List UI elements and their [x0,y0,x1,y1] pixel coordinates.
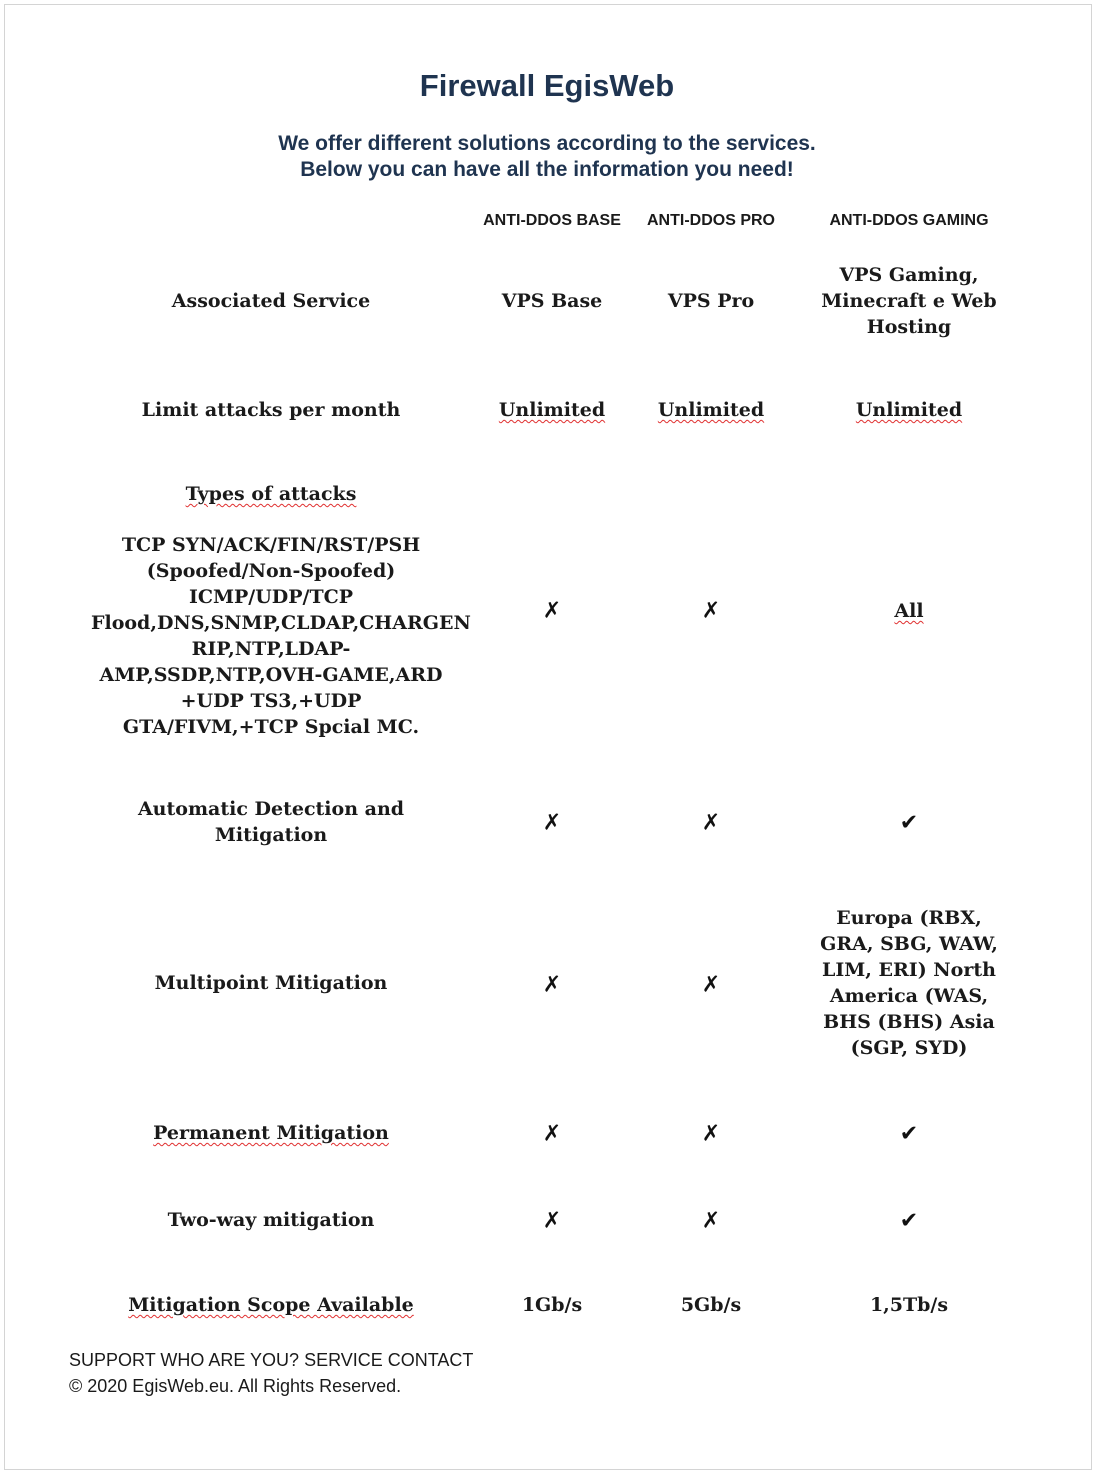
cross-icon: ✗ [542,1121,562,1147]
cross-icon: ✗ [701,972,721,998]
cross-icon: ✗ [701,810,721,836]
row-label-types-of-attacks: Types of attacks [185,483,357,505]
check-icon: ✔ [899,810,919,836]
check-icon: ✔ [899,1121,919,1147]
row-label-associated-service: Associated Service [171,290,371,312]
row-label-scope: Mitigation Scope Available [128,1294,414,1316]
row-label-auto-detection: Automatic Detection and Mitigation [137,798,405,846]
page-title: Firewall EgisWeb [419,68,675,103]
row-label-two-way: Two-way mitigation [167,1209,375,1231]
subtitle-line-1: We offer different solutions according to the services. [278,132,816,155]
cross-icon: ✗ [701,598,721,624]
column-header-pro: ANTI-DDOS PRO [647,212,775,229]
subtitle-line-2: Below you can have all the information you need! [300,158,794,181]
row-label-multipoint: Multipoint Mitigation [154,972,388,994]
cell-pro-scope: 5Gb/s [680,1294,742,1316]
footer-copyright: © 2020 EgisWeb.eu. All Rights Reserved. [69,1376,402,1396]
cross-icon: ✗ [542,1208,562,1234]
cell-pro-limit-attacks: Unlimited [657,399,765,421]
footer-links: SUPPORT WHO ARE YOU? SERVICE CONTACT [69,1350,474,1370]
cell-base-associated-service: VPS Base [501,290,603,312]
row-label-limit-attacks [91,397,451,423]
cell-gaming-limit-attacks: Unlimited [855,399,963,421]
cross-icon: ✗ [542,810,562,836]
cell-gaming-types-of-attacks: All [894,600,924,622]
row-label-limit-attacks-text: Limit attacks per month [141,399,401,421]
row-label-permanent: Permanent Mitigation [153,1122,389,1144]
cross-icon: ✗ [542,972,562,998]
cell-gaming-scope: 1,5Tb/s [869,1294,949,1316]
column-header-gaming: ANTI-DDOS GAMING [829,212,989,229]
check-icon: ✔ [899,1208,919,1234]
cell-gaming-multipoint: Europa (RBX, GRA, SBG, WAW, LIM, ERI) North America (WAS, BHS (BHS) Asia (SGP, SYD) [820,907,998,1059]
cell-base-limit-attacks: Unlimited [498,399,606,421]
cross-icon: ✗ [701,1208,721,1234]
column-header-base: ANTI-DDOS BASE [483,212,621,229]
cell-base-scope: 1Gb/s [521,1294,583,1316]
cross-icon: ✗ [701,1121,721,1147]
cell-gaming-associated-service: VPS Gaming, Minecraft e Web Hosting [821,264,997,338]
cell-pro-associated-service: VPS Pro [667,290,755,312]
cross-icon: ✗ [542,598,562,624]
attack-types-detail: TCP SYN/ACK/FIN/RST/PSH (Spoofed/Non-Spoofed) ICMP/UDP/TCP Flood,DNS,SNMP,CLDAP,CHARGEN RIP,NTP,LDAP-AMP,SSDP,NTP,OVH-GAME,ARD +UDP TS3,+UDP GTA/FIVM,+TCP Spcial MC. [91,534,471,738]
